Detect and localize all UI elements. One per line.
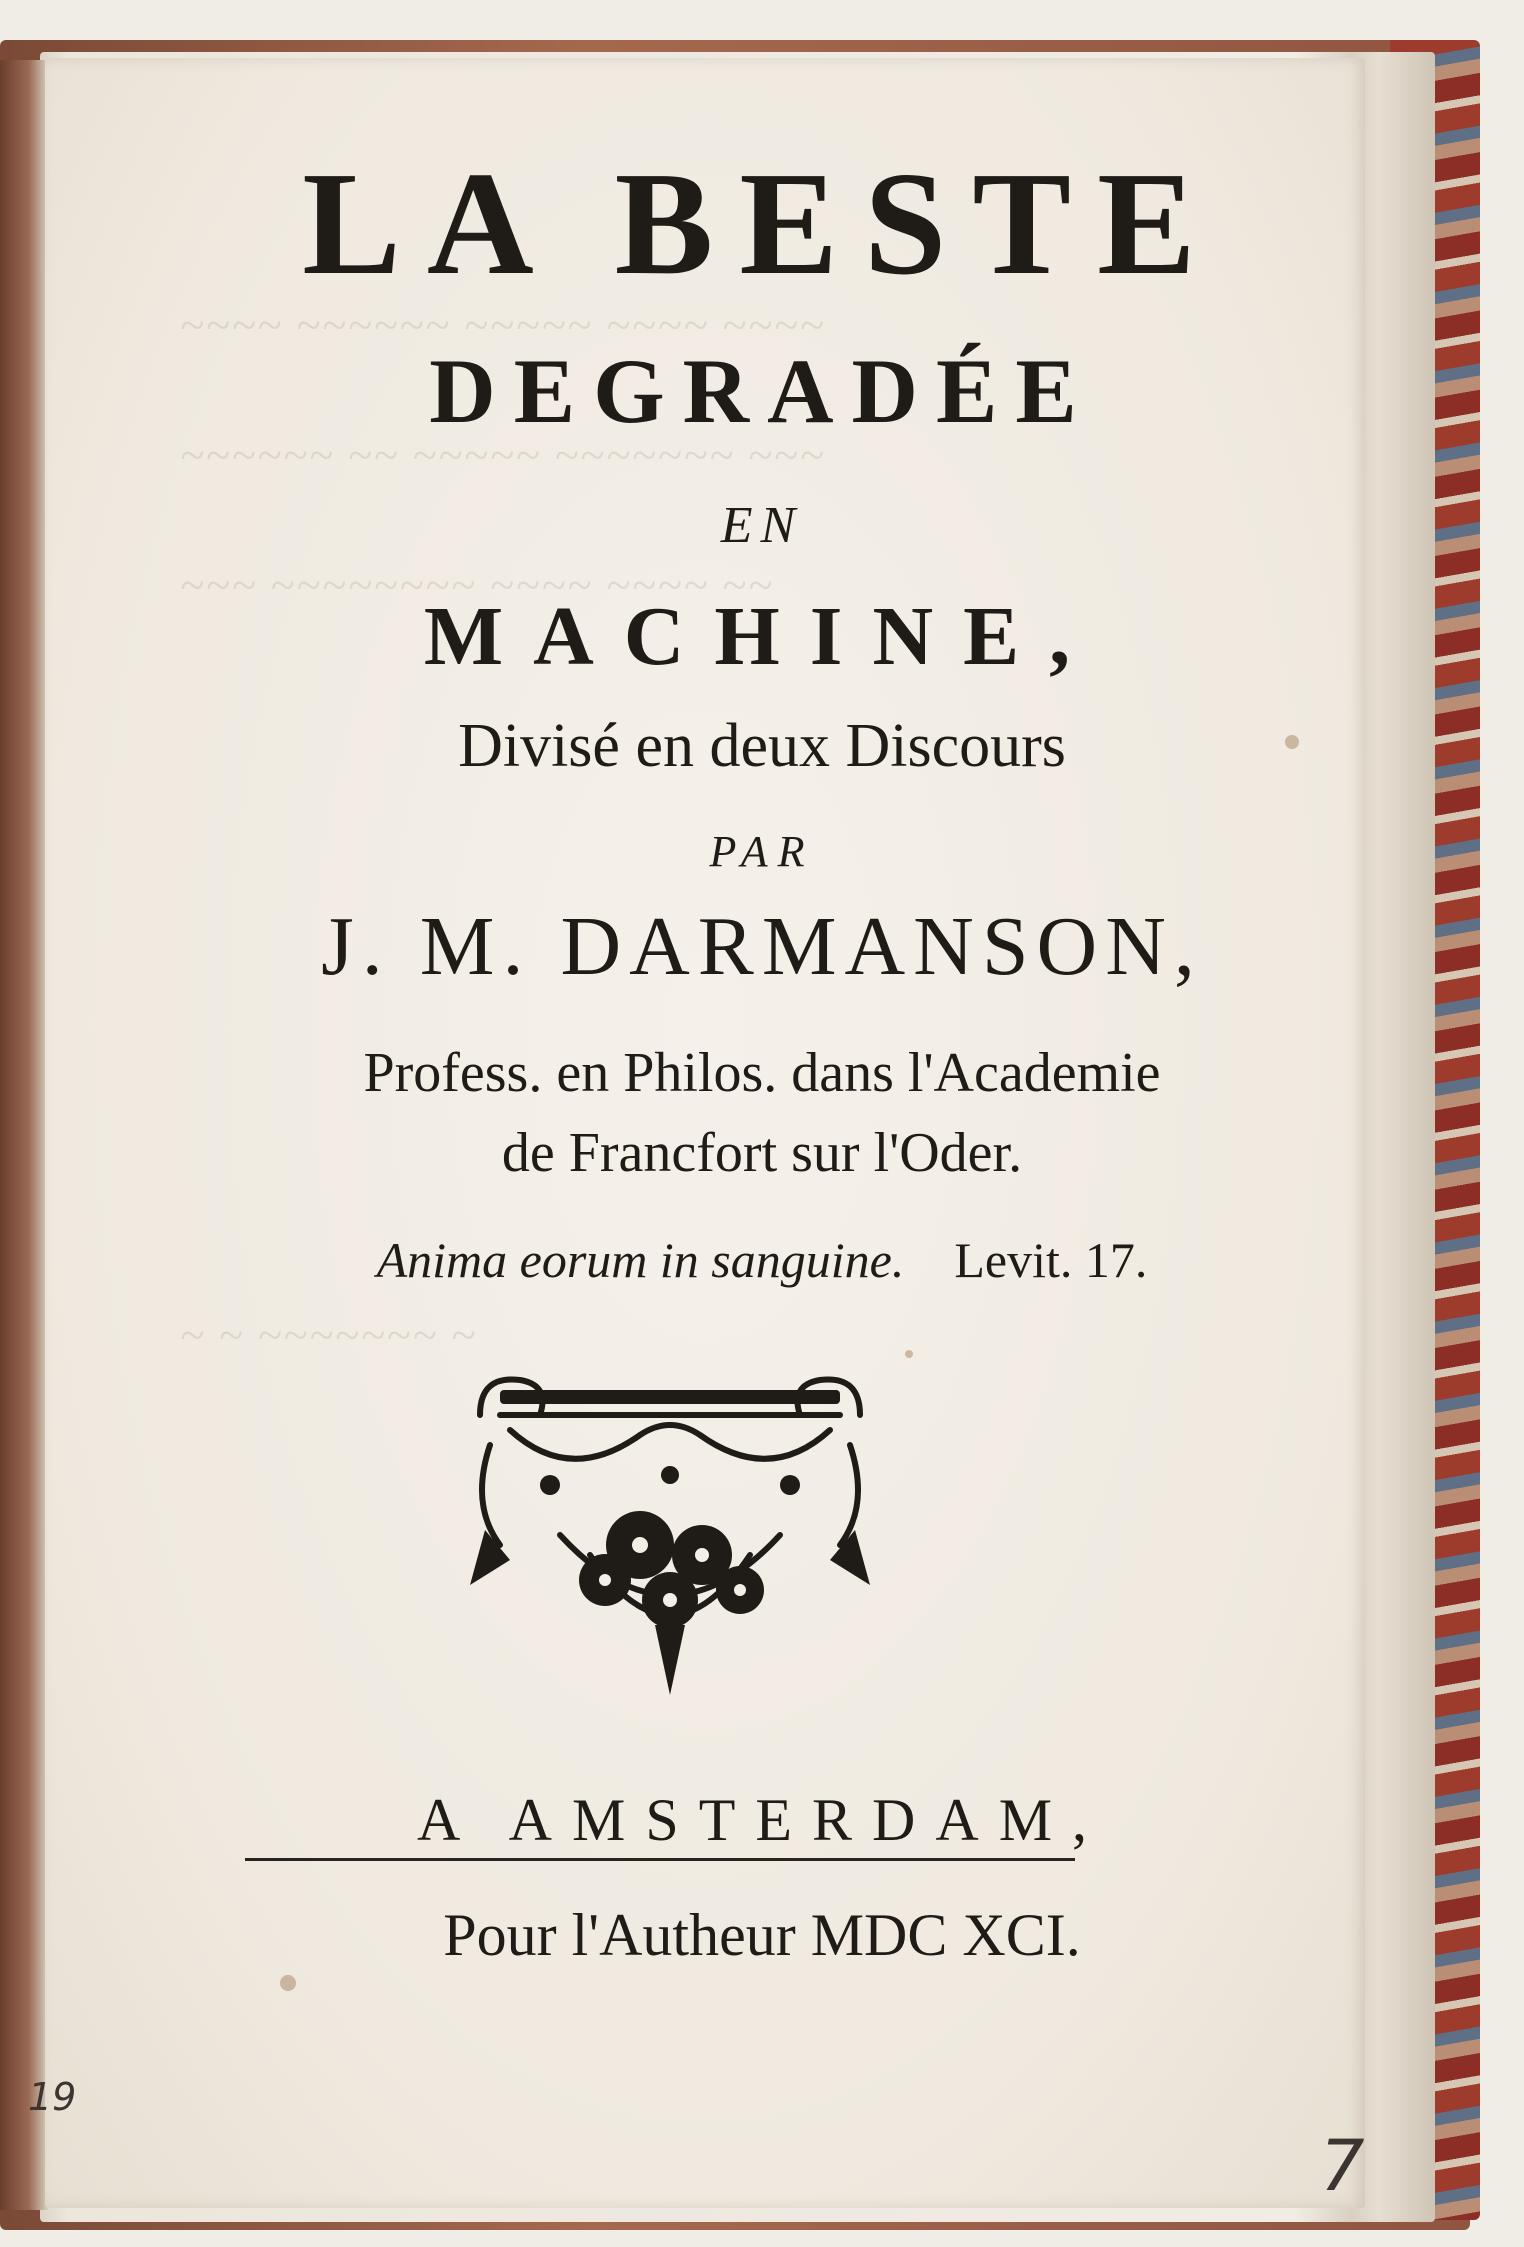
epigraph-reference: Levit. 17. [954,1232,1148,1288]
by-line: PAR [709,827,815,876]
epigraph-quote: Anima eorum in sanguine. [376,1232,905,1288]
epigraph-spacer [917,1232,942,1288]
title-line-2: DEGRADÉE [429,340,1095,442]
imprint-rule [245,1858,1075,1861]
show-through-texture: ~~~ ~~~~~~~~ ~~~~ ~~~~ ~~ [180,561,774,610]
show-through-texture: ~ ~ ~~~~~~~ ~ [180,1311,478,1360]
foxing-spot [280,1975,296,1991]
title-line-4: MACHINE, [423,590,1101,683]
handwritten-note-right: 7 [1320,2125,1365,2207]
woodcut-ornament [440,1355,900,1710]
author-role-line-1: Profess. en Philos. dans l'Academie [363,1042,1161,1104]
handwritten-note-left: 19 [28,2075,77,2119]
foxing-spot [905,1350,913,1358]
author-name: J. M. DARMANSON, [321,900,1203,993]
place-of-publication: A AMSTERDAM, [416,1787,1108,1853]
show-through-texture: ~~~~ ~~~~~~ ~~~~~ ~~~~ ~~~~ [180,301,826,350]
subtitle: Divisé en deux Discours [458,712,1066,780]
imprint: Pour l'Autheur MDC XCI. [443,1902,1081,1968]
author-role-line-2: de Francfort sur l'Oder. [501,1122,1023,1184]
show-through-texture: ~~~~~~ ~~ ~~~~~ ~~~~~~~ ~~~ [180,431,826,480]
title-line-1: LA BESTE [302,142,1222,306]
title-line-3: EN [720,497,804,554]
epigraph [0,1232,1524,1288]
